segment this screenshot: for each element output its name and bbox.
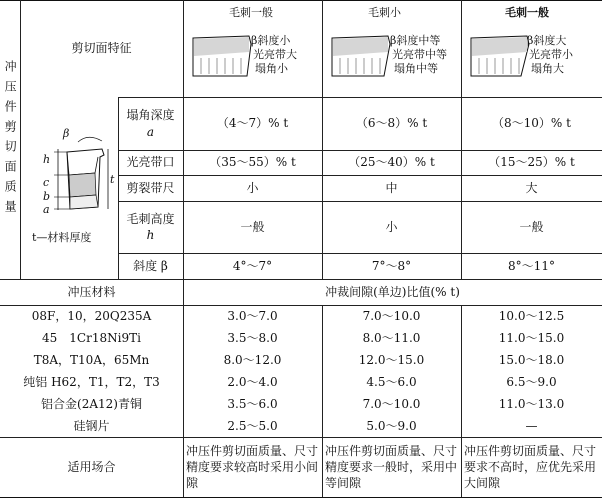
c-symbol: c bbox=[43, 176, 50, 189]
feature-value: 4°～7° bbox=[232, 258, 273, 273]
cross-section-sketch bbox=[20, 97, 118, 279]
section-feature-label: 剪切面特征 bbox=[71, 41, 132, 56]
feature-name-text: 剪裂带尺 bbox=[126, 180, 175, 195]
sketch-annotation: 毛刺一般 bbox=[505, 6, 549, 19]
feature-value: （25～40）% t bbox=[348, 155, 435, 170]
clearance-value: 2.0～4.0 bbox=[227, 374, 278, 389]
feature-value: 大 bbox=[525, 180, 538, 195]
clearance-value: 12.0～15.0 bbox=[358, 352, 425, 367]
clearance-value: 3.5～6.0 bbox=[227, 396, 278, 411]
feature-name bbox=[118, 150, 183, 175]
feature-symbol: a bbox=[146, 124, 155, 139]
feature-value: 中 bbox=[385, 180, 398, 195]
feature-value: 小 bbox=[246, 180, 259, 195]
feature-value: 7°～8° bbox=[371, 258, 412, 273]
feature-value: 8°～11° bbox=[508, 258, 555, 273]
sketch-annotation: 毛刺一般 bbox=[229, 6, 273, 19]
feature-value: （4～7）% t bbox=[216, 116, 289, 131]
feature-name bbox=[118, 253, 183, 279]
clearance-value: 11.0～15.0 bbox=[498, 330, 565, 345]
clearance-value: 3.0～7.0 bbox=[227, 308, 278, 323]
group-label: 冲压件剪切面质量 bbox=[3, 59, 18, 220]
clearance-value: 15.0～18.0 bbox=[498, 352, 565, 367]
clearance-value: 10.0～12.5 bbox=[498, 308, 565, 323]
sketch-annotation: β斜度中等 bbox=[390, 34, 441, 47]
clearance-value: 7.0～10.0 bbox=[362, 396, 421, 411]
rule-bottom bbox=[0, 497, 602, 498]
sketch-annotation: 光亮带小 bbox=[529, 48, 573, 61]
feature-name-text: 毛刺高度 bbox=[126, 211, 175, 226]
b-symbol: b bbox=[43, 190, 51, 203]
material-name: 纯铝 H62，T1，T2，T3 bbox=[23, 374, 160, 389]
beta-symbol: β bbox=[63, 127, 70, 140]
t-symbol: t bbox=[110, 173, 115, 186]
application-large: 冲压件剪切面质量、尺寸要求不高时，应优先采用大间隙 bbox=[464, 443, 597, 491]
sketch-small-clearance bbox=[183, 0, 322, 97]
feature-value: （15～25）% t bbox=[488, 155, 575, 170]
sketch-annotation: 塌角中等 bbox=[394, 62, 438, 75]
application-label: 适用场合 bbox=[67, 459, 116, 474]
material-name: 硅钢片 bbox=[73, 418, 110, 433]
sketch-medium-clearance bbox=[322, 0, 461, 97]
clearance-header: 冲裁间隙(单边)比值(% t) bbox=[325, 284, 460, 299]
sketch-annotation: β斜度小 bbox=[251, 34, 291, 47]
material-name: 铝合金(2A12)青铜 bbox=[41, 396, 142, 411]
clearance-value: 8.0～11.0 bbox=[362, 330, 421, 345]
clearance-value: 6.5～9.0 bbox=[506, 374, 557, 389]
application-medium: 冲压件剪切面质量、尺寸精度要求一般时，采用中等间隙 bbox=[325, 443, 458, 491]
h-symbol: h bbox=[43, 153, 51, 166]
thickness-label: t—材料厚度 bbox=[32, 231, 92, 244]
sketch-large-clearance bbox=[461, 0, 602, 97]
feature-name bbox=[118, 97, 183, 150]
clearance-value: 3.5～8.0 bbox=[227, 330, 278, 345]
material-name: 45 1Cr18Ni9Ti bbox=[42, 330, 141, 345]
application-small: 冲压件剪切面质量、尺寸精度要求较高时采用小间隙 bbox=[186, 443, 319, 491]
sketch-annotation: 塌角小 bbox=[255, 62, 288, 75]
clearance-value: 7.0～10.0 bbox=[362, 308, 421, 323]
clearance-value: 2.5～5.0 bbox=[227, 418, 278, 433]
feature-name-text: 塌角深度 bbox=[126, 108, 175, 123]
feature-name bbox=[118, 175, 183, 201]
feature-value: （8～10）% t bbox=[492, 116, 571, 131]
feature-value: 小 bbox=[385, 219, 398, 234]
sketch-annotation: 毛刺小 bbox=[368, 6, 401, 19]
sketch-annotation: 塌角大 bbox=[531, 62, 564, 75]
material-name: T8A，T10A，65Mn bbox=[33, 352, 150, 367]
feature-value: 一般 bbox=[240, 219, 265, 234]
feature-symbol: h bbox=[146, 228, 155, 242]
clearance-value: 11.0～13.0 bbox=[498, 396, 565, 411]
clearance-value: 4.5～6.0 bbox=[366, 374, 417, 389]
a-symbol: a bbox=[43, 203, 50, 216]
sketch-annotation: 光亮带大 bbox=[253, 48, 297, 61]
material-name: 08F，10，20Q235A bbox=[31, 308, 152, 323]
feature-name-text: 光亮带口 bbox=[126, 155, 175, 170]
material-header: 冲压材料 bbox=[67, 284, 116, 299]
feature-name-text: 斜度 β bbox=[133, 258, 168, 273]
feature-value: （6～8）% t bbox=[355, 116, 428, 131]
clearance-value: 5.0～9.0 bbox=[366, 418, 417, 433]
sketch-annotation: β斜度大 bbox=[527, 34, 567, 47]
feature-name bbox=[118, 201, 183, 253]
sketch-annotation: 光亮带中等 bbox=[392, 48, 447, 61]
clearance-value: — bbox=[525, 418, 538, 433]
clearance-value: 8.0～12.0 bbox=[223, 352, 282, 367]
feature-value: （35～55）% t bbox=[209, 155, 296, 170]
feature-value: 一般 bbox=[519, 219, 544, 234]
cross-section-diagram bbox=[20, 97, 118, 279]
